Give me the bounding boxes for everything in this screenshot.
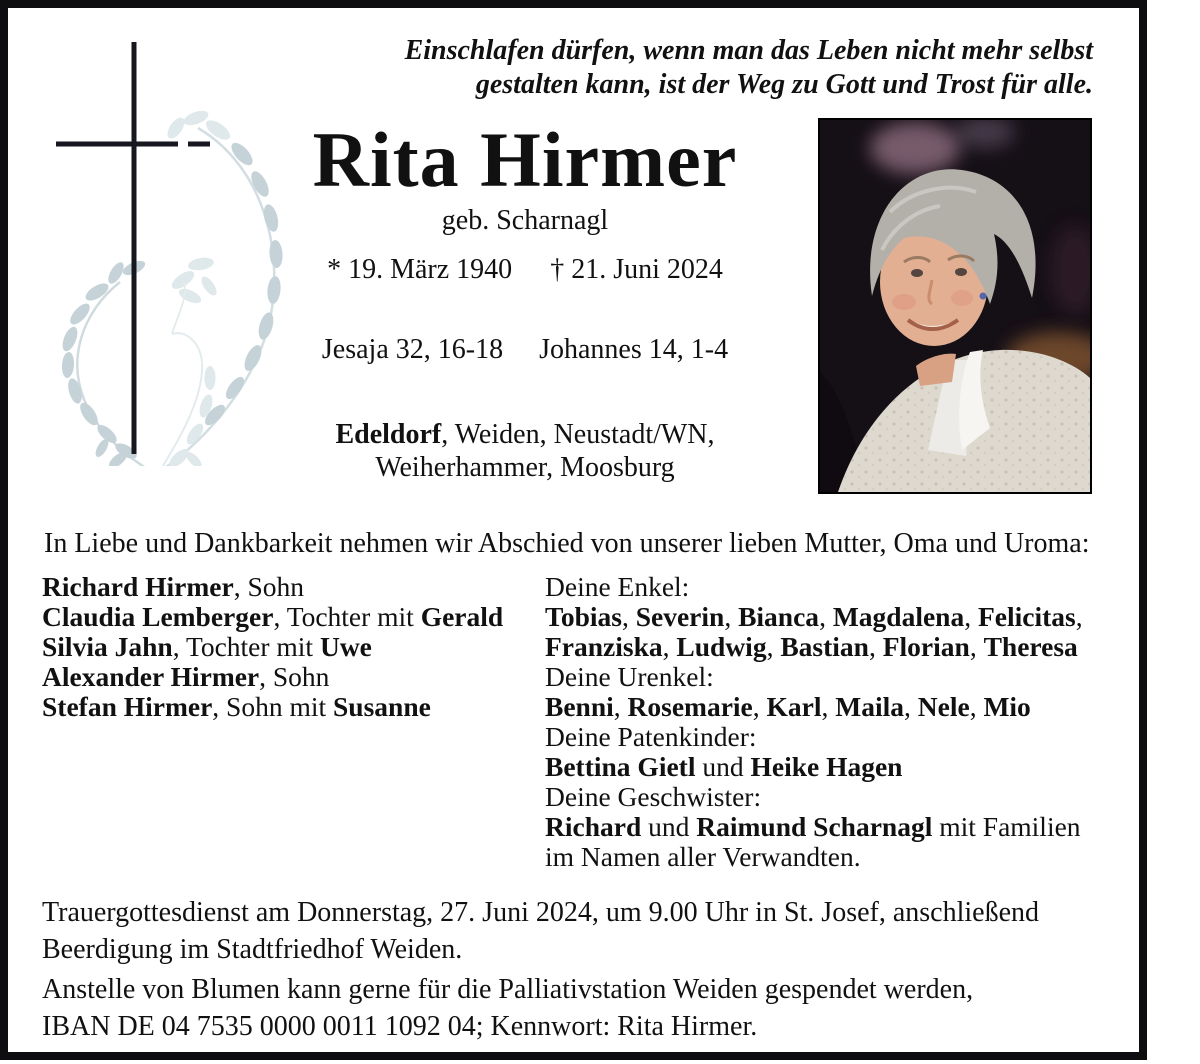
bible-verse-1: Jesaja 32, 16-18 [321, 334, 504, 365]
text-line: Benni, Rosemarie, Karl, Maila, Nele, Mio [545, 691, 1031, 722]
service-line-1: Trauergottesdienst am Donnerstag, 27. Juni 2024, um 9.00 Uhr in St. Josef, anschließend [42, 897, 1040, 928]
cross-and-branches-decoration [28, 30, 290, 466]
places-line-2: Weiherhammer, Moosburg [375, 452, 675, 483]
maiden-name: geb. Scharnagl [441, 205, 609, 236]
birth-date: * 19. März 1940 [327, 254, 513, 285]
text-line: Silvia Jahn, Tochter mit Uwe [42, 631, 372, 662]
donation-line-1: Anstelle von Blumen kann gerne für die Palliativstation Weiden gespendet werden, [42, 974, 974, 1005]
leaf-branch-left [60, 258, 152, 466]
portrait-photo [818, 118, 1092, 494]
family-left-column [42, 572, 503, 722]
places-of-mourning [210, 418, 840, 484]
earring [980, 293, 987, 300]
life-dates [210, 254, 840, 286]
text-line: Richard Hirmer, Sohn [42, 571, 304, 602]
donation-info [42, 971, 973, 1045]
text-line: Richard und Raimund Scharnagl mit Familien [545, 811, 1081, 842]
quote-line-1: Einschlafen dürfen, wenn man das Leben nicht mehr selbst [404, 35, 1093, 66]
text-line: Stefan Hirmer, Sohn mit Susanne [42, 691, 431, 722]
text-line: Claudia Lemberger, Tochter mit Gerald [42, 601, 504, 632]
service-line-2: Beerdigung im Stadtfriedhof Weiden. [42, 934, 463, 965]
text-line: Edeldorf, Weiden, Neustadt/WN, [335, 419, 715, 450]
memorial-quote [405, 34, 1093, 102]
text-line: Deine Geschwister: [545, 781, 762, 812]
portrait-photo-image [820, 120, 1090, 492]
places-line-1 [210, 418, 840, 451]
text-line: im Namen aller Verwandten. [545, 841, 861, 872]
text-line: Tobias, Severin, Bianca, Magdalena, Felicitas, [545, 601, 1083, 632]
text-line: Deine Urenkel: [545, 661, 714, 692]
text-line: Alexander Hirmer, Sohn [42, 661, 330, 692]
text-line: Deine Patenkinder: [545, 721, 757, 752]
text-line: Franziska, Ludwig, Bastian, Florian, Theresa [545, 631, 1078, 662]
text-line: Deine Enkel: [545, 571, 690, 602]
death-date: † 21. Juni 2024 [550, 254, 723, 285]
text-line: Bettina Gietl und Heike Hagen [545, 751, 903, 782]
bible-verses [210, 334, 840, 366]
quote-line-2: gestalten kann, ist der Weg zu Gott und Trost für alle. [475, 69, 1093, 100]
family-right-column [545, 572, 1083, 872]
deceased-name: Rita Hirmer [312, 116, 738, 203]
service-info [42, 894, 1039, 968]
intro-line: In Liebe und Dankbarkeit nehmen wir Abschied von unserer lieben Mutter, Oma und Uroma: [44, 528, 1090, 559]
donation-line-2: IBAN DE 04 7535 0000 0011 1092 04; Kennwort: Rita Hirmer. [42, 1011, 758, 1042]
bible-verse-2: Johannes 14, 1-4 [539, 334, 729, 365]
